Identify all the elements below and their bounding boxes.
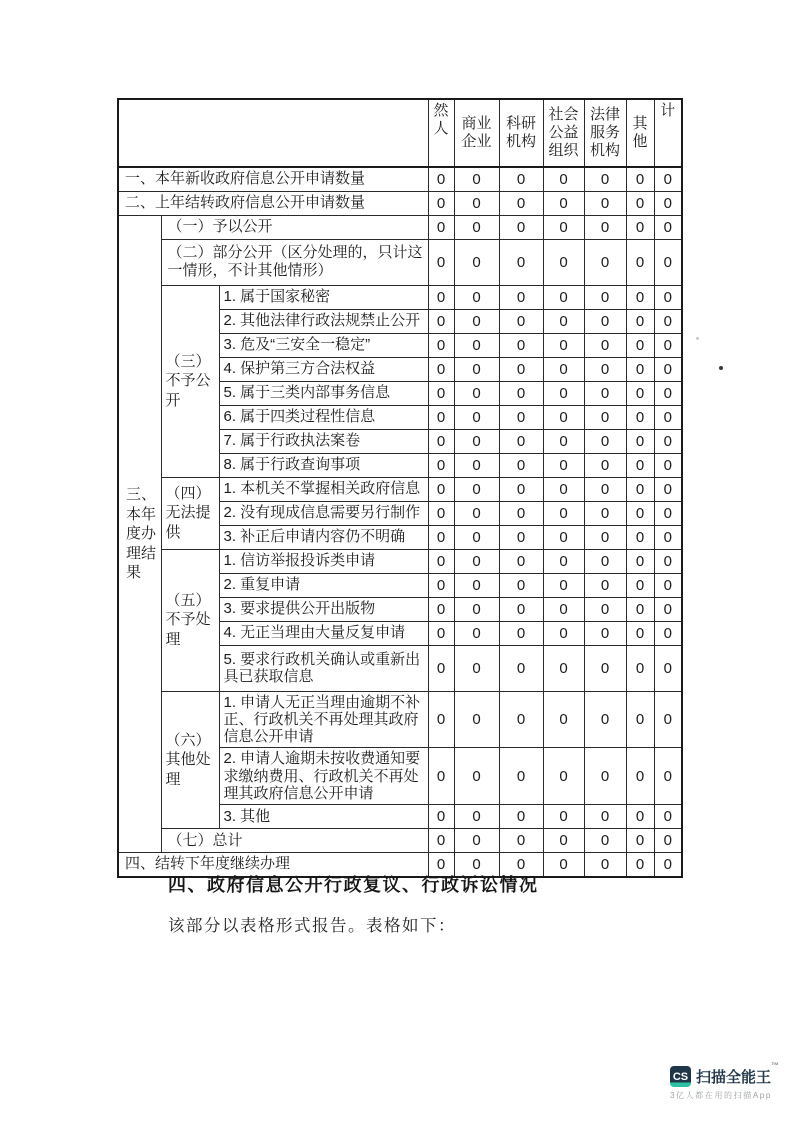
value-cell: 0 bbox=[428, 453, 454, 477]
value-cell: 0 bbox=[654, 405, 682, 429]
value-cell: 0 bbox=[626, 805, 654, 829]
col-header-legal-service: 法律服务机构 bbox=[584, 99, 626, 167]
value-cell: 0 bbox=[499, 405, 543, 429]
value-cell: 0 bbox=[584, 239, 626, 285]
value-cell: 0 bbox=[584, 429, 626, 453]
value-cell: 0 bbox=[626, 285, 654, 309]
value-cell: 0 bbox=[499, 453, 543, 477]
value-cell: 0 bbox=[499, 381, 543, 405]
value-cell: 0 bbox=[626, 405, 654, 429]
value-cell: 0 bbox=[654, 215, 682, 239]
item-label: 3. 其他 bbox=[219, 805, 428, 829]
table-row bbox=[118, 215, 682, 239]
value-cell: 0 bbox=[543, 239, 584, 285]
value-cell: 0 bbox=[428, 191, 454, 215]
value-cell: 0 bbox=[626, 525, 654, 549]
value-cell: 0 bbox=[428, 805, 454, 829]
value-cell: 0 bbox=[654, 333, 682, 357]
row-label: 一、本年新收政府信息公开申请数量 bbox=[118, 167, 428, 191]
value-cell: 0 bbox=[584, 691, 626, 748]
value-cell: 0 bbox=[543, 597, 584, 621]
value-cell: 0 bbox=[543, 748, 584, 805]
value-cell: 0 bbox=[454, 621, 499, 645]
camscanner-logo-text: CS bbox=[672, 1070, 689, 1083]
col-header-total: 计 bbox=[654, 99, 682, 167]
table-row bbox=[118, 191, 682, 215]
value-cell: 0 bbox=[454, 691, 499, 748]
camscanner-logo-icon bbox=[670, 1066, 691, 1087]
item-label: 5. 属于三类内部事务信息 bbox=[219, 381, 428, 405]
value-cell: 0 bbox=[543, 501, 584, 525]
value-cell: 0 bbox=[584, 573, 626, 597]
value-cell: 0 bbox=[584, 309, 626, 333]
value-cell: 0 bbox=[499, 691, 543, 748]
value-cell: 0 bbox=[654, 621, 682, 645]
value-cell: 0 bbox=[654, 829, 682, 853]
value-cell: 0 bbox=[543, 167, 584, 191]
row-label: （七）总计 bbox=[161, 829, 428, 853]
col-header-research: 科研机构 bbox=[499, 99, 543, 167]
value-cell: 0 bbox=[584, 381, 626, 405]
item-label: 2. 申请人逾期未按收费通知要求缴纳费用、行政机关不再处理其政府信息公开申请 bbox=[219, 748, 428, 805]
value-cell: 0 bbox=[499, 477, 543, 501]
item-label: 7. 属于行政执法案卷 bbox=[219, 429, 428, 453]
camscanner-watermark bbox=[670, 1061, 780, 1101]
value-cell: 0 bbox=[543, 381, 584, 405]
value-cell: 0 bbox=[626, 357, 654, 381]
item-label: 4. 无正当理由大量反复申请 bbox=[219, 621, 428, 645]
value-cell: 0 bbox=[454, 549, 499, 573]
value-cell: 0 bbox=[499, 333, 543, 357]
value-cell: 0 bbox=[454, 525, 499, 549]
group-label: （三）不予公开 bbox=[161, 285, 219, 477]
value-cell: 0 bbox=[543, 549, 584, 573]
value-cell: 0 bbox=[584, 215, 626, 239]
value-cell: 0 bbox=[584, 477, 626, 501]
value-cell: 0 bbox=[428, 309, 454, 333]
value-cell: 0 bbox=[454, 501, 499, 525]
group-label: （五）不予处理 bbox=[161, 549, 219, 691]
value-cell: 0 bbox=[499, 573, 543, 597]
group-label: （四）无法提供 bbox=[161, 477, 219, 549]
value-cell: 0 bbox=[454, 167, 499, 191]
table-row bbox=[118, 477, 682, 501]
value-cell: 0 bbox=[654, 549, 682, 573]
value-cell: 0 bbox=[454, 357, 499, 381]
value-cell: 0 bbox=[584, 191, 626, 215]
value-cell: 0 bbox=[584, 453, 626, 477]
value-cell: 0 bbox=[428, 167, 454, 191]
value-cell: 0 bbox=[626, 748, 654, 805]
item-label: 8. 属于行政查询事项 bbox=[219, 453, 428, 477]
item-label: 6. 属于四类过程性信息 bbox=[219, 405, 428, 429]
value-cell: 0 bbox=[454, 405, 499, 429]
value-cell: 0 bbox=[584, 333, 626, 357]
value-cell: 0 bbox=[654, 239, 682, 285]
value-cell: 0 bbox=[543, 853, 584, 877]
value-cell: 0 bbox=[454, 645, 499, 691]
value-cell: 0 bbox=[499, 191, 543, 215]
value-cell: 0 bbox=[626, 215, 654, 239]
value-cell: 0 bbox=[543, 215, 584, 239]
value-cell: 0 bbox=[428, 549, 454, 573]
value-cell: 0 bbox=[584, 645, 626, 691]
value-cell: 0 bbox=[454, 853, 499, 877]
value-cell: 0 bbox=[454, 333, 499, 357]
value-cell: 0 bbox=[454, 597, 499, 621]
value-cell: 0 bbox=[584, 853, 626, 877]
item-label: 2. 没有现成信息需要另行制作 bbox=[219, 501, 428, 525]
value-cell: 0 bbox=[626, 853, 654, 877]
row-label: 二、上年结转政府信息公开申请数量 bbox=[118, 191, 428, 215]
col-header-natural-person: 然人 bbox=[428, 99, 454, 167]
value-cell: 0 bbox=[626, 621, 654, 645]
value-cell: 0 bbox=[626, 429, 654, 453]
item-label: 2. 其他法律行政法规禁止公开 bbox=[219, 309, 428, 333]
value-cell: 0 bbox=[654, 501, 682, 525]
value-cell: 0 bbox=[543, 429, 584, 453]
value-cell: 0 bbox=[654, 357, 682, 381]
value-cell: 0 bbox=[626, 239, 654, 285]
row-label: （一）予以公开 bbox=[161, 215, 428, 239]
value-cell: 0 bbox=[499, 525, 543, 549]
value-cell: 0 bbox=[454, 829, 499, 853]
row-label: （二）部分公开（区分处理的，只计这一情形，不计其他情形） bbox=[161, 239, 428, 285]
value-cell: 0 bbox=[499, 167, 543, 191]
value-cell: 0 bbox=[428, 645, 454, 691]
item-label: 2. 重复申请 bbox=[219, 573, 428, 597]
value-cell: 0 bbox=[654, 477, 682, 501]
value-cell: 0 bbox=[584, 167, 626, 191]
table-header-row bbox=[118, 99, 682, 167]
value-cell: 0 bbox=[454, 477, 499, 501]
col-header-commercial: 商业企业 bbox=[454, 99, 499, 167]
item-label: 4. 保护第三方合法权益 bbox=[219, 357, 428, 381]
value-cell: 0 bbox=[428, 239, 454, 285]
value-cell: 0 bbox=[499, 357, 543, 381]
value-cell: 0 bbox=[654, 853, 682, 877]
report-table bbox=[117, 98, 683, 878]
value-cell: 0 bbox=[499, 805, 543, 829]
value-cell: 0 bbox=[543, 333, 584, 357]
value-cell: 0 bbox=[499, 853, 543, 877]
value-cell: 0 bbox=[454, 573, 499, 597]
value-cell: 0 bbox=[584, 621, 626, 645]
value-cell: 0 bbox=[428, 477, 454, 501]
value-cell: 0 bbox=[654, 597, 682, 621]
value-cell: 0 bbox=[428, 748, 454, 805]
item-label: 3. 危及“三安全一稳定” bbox=[219, 333, 428, 357]
value-cell: 0 bbox=[626, 549, 654, 573]
value-cell: 0 bbox=[543, 645, 584, 691]
value-cell: 0 bbox=[543, 621, 584, 645]
table-row bbox=[118, 285, 682, 309]
group-label: （六）其他处理 bbox=[161, 691, 219, 829]
value-cell: 0 bbox=[654, 645, 682, 691]
value-cell: 0 bbox=[584, 805, 626, 829]
value-cell: 0 bbox=[654, 167, 682, 191]
after-table-text-block bbox=[168, 871, 539, 936]
value-cell: 0 bbox=[428, 381, 454, 405]
table-row bbox=[118, 829, 682, 853]
value-cell: 0 bbox=[499, 285, 543, 309]
value-cell: 0 bbox=[626, 829, 654, 853]
value-cell: 0 bbox=[454, 285, 499, 309]
value-cell: 0 bbox=[454, 429, 499, 453]
value-cell: 0 bbox=[584, 597, 626, 621]
value-cell: 0 bbox=[626, 191, 654, 215]
section-heading: 四、政府信息公开行政复议、行政诉讼情况 bbox=[168, 875, 539, 895]
value-cell: 0 bbox=[584, 549, 626, 573]
item-label: 1. 申请人无正当理由逾期不补正、行政机关不再处理其政府信息公开申请 bbox=[219, 691, 428, 748]
item-label: 1. 本机关不掌握相关政府信息 bbox=[219, 477, 428, 501]
camscanner-brand-text: 扫描全能王 bbox=[696, 1069, 772, 1086]
value-cell: 0 bbox=[654, 429, 682, 453]
value-cell: 0 bbox=[499, 215, 543, 239]
value-cell: 0 bbox=[654, 573, 682, 597]
value-cell: 0 bbox=[584, 285, 626, 309]
value-cell: 0 bbox=[543, 191, 584, 215]
value-cell: 0 bbox=[428, 853, 454, 877]
value-cell: 0 bbox=[454, 748, 499, 805]
value-cell: 0 bbox=[543, 691, 584, 748]
value-cell: 0 bbox=[499, 309, 543, 333]
value-cell: 0 bbox=[626, 477, 654, 501]
value-cell: 0 bbox=[499, 501, 543, 525]
camscanner-caption: 3亿人都在用的扫描App bbox=[670, 1091, 772, 1100]
value-cell: 0 bbox=[428, 525, 454, 549]
value-cell: 0 bbox=[428, 573, 454, 597]
value-cell: 0 bbox=[543, 285, 584, 309]
value-cell: 0 bbox=[543, 525, 584, 549]
value-cell: 0 bbox=[428, 621, 454, 645]
section-label: 三、本年度办理结果 bbox=[118, 215, 161, 853]
value-cell: 0 bbox=[654, 748, 682, 805]
value-cell: 0 bbox=[584, 405, 626, 429]
value-cell: 0 bbox=[626, 573, 654, 597]
value-cell: 0 bbox=[454, 239, 499, 285]
value-cell: 0 bbox=[584, 501, 626, 525]
value-cell: 0 bbox=[654, 309, 682, 333]
value-cell: 0 bbox=[499, 239, 543, 285]
value-cell: 0 bbox=[543, 829, 584, 853]
value-cell: 0 bbox=[499, 748, 543, 805]
value-cell: 0 bbox=[428, 429, 454, 453]
value-cell: 0 bbox=[454, 805, 499, 829]
value-cell: 0 bbox=[584, 748, 626, 805]
item-label: 3. 要求提供公开出版物 bbox=[219, 597, 428, 621]
value-cell: 0 bbox=[499, 597, 543, 621]
value-cell: 0 bbox=[654, 285, 682, 309]
value-cell: 0 bbox=[499, 429, 543, 453]
value-cell: 0 bbox=[499, 645, 543, 691]
value-cell: 0 bbox=[654, 453, 682, 477]
value-cell: 0 bbox=[543, 357, 584, 381]
value-cell: 0 bbox=[626, 309, 654, 333]
value-cell: 0 bbox=[428, 357, 454, 381]
value-cell: 0 bbox=[654, 381, 682, 405]
scan-artifact-dot bbox=[696, 337, 699, 340]
item-label: 1. 属于国家秘密 bbox=[219, 285, 428, 309]
value-cell: 0 bbox=[499, 549, 543, 573]
value-cell: 0 bbox=[626, 167, 654, 191]
value-cell: 0 bbox=[626, 453, 654, 477]
row-label: 四、结转下年度继续办理 bbox=[118, 853, 428, 877]
value-cell: 0 bbox=[584, 525, 626, 549]
value-cell: 0 bbox=[543, 405, 584, 429]
value-cell: 0 bbox=[499, 621, 543, 645]
item-label: 3. 补正后申请内容仍不明确 bbox=[219, 525, 428, 549]
value-cell: 0 bbox=[428, 215, 454, 239]
value-cell: 0 bbox=[626, 597, 654, 621]
value-cell: 0 bbox=[654, 191, 682, 215]
value-cell: 0 bbox=[428, 501, 454, 525]
value-cell: 0 bbox=[626, 691, 654, 748]
value-cell: 0 bbox=[543, 573, 584, 597]
value-cell: 0 bbox=[428, 597, 454, 621]
value-cell: 0 bbox=[428, 405, 454, 429]
value-cell: 0 bbox=[626, 645, 654, 691]
value-cell: 0 bbox=[454, 381, 499, 405]
value-cell: 0 bbox=[428, 691, 454, 748]
table-row bbox=[118, 549, 682, 573]
value-cell: 0 bbox=[454, 453, 499, 477]
camscanner-trademark: ™ bbox=[771, 1061, 780, 1070]
col-header-public-welfare: 社会公益组织 bbox=[543, 99, 584, 167]
value-cell: 0 bbox=[543, 309, 584, 333]
value-cell: 0 bbox=[454, 215, 499, 239]
table-row bbox=[118, 167, 682, 191]
value-cell: 0 bbox=[584, 357, 626, 381]
value-cell: 0 bbox=[543, 477, 584, 501]
value-cell: 0 bbox=[428, 829, 454, 853]
value-cell: 0 bbox=[543, 453, 584, 477]
item-label: 1. 信访举报投诉类申请 bbox=[219, 549, 428, 573]
value-cell: 0 bbox=[584, 829, 626, 853]
value-cell: 0 bbox=[428, 285, 454, 309]
value-cell: 0 bbox=[454, 309, 499, 333]
scan-artifact-dot bbox=[719, 366, 723, 370]
value-cell: 0 bbox=[626, 381, 654, 405]
value-cell: 0 bbox=[454, 191, 499, 215]
value-cell: 0 bbox=[654, 691, 682, 748]
table-row bbox=[118, 239, 682, 285]
col-header-other: 其他 bbox=[626, 99, 654, 167]
value-cell: 0 bbox=[543, 805, 584, 829]
value-cell: 0 bbox=[654, 525, 682, 549]
value-cell: 0 bbox=[654, 805, 682, 829]
value-cell: 0 bbox=[626, 501, 654, 525]
corner-cell bbox=[118, 99, 428, 167]
value-cell: 0 bbox=[626, 333, 654, 357]
item-label: 5. 要求行政机关确认或重新出具已获取信息 bbox=[219, 645, 428, 691]
camscanner-brand bbox=[696, 1061, 780, 1087]
section-body-text: 该部分以表格形式报告。表格如下： bbox=[168, 917, 456, 935]
value-cell: 0 bbox=[428, 333, 454, 357]
table-row bbox=[118, 691, 682, 748]
value-cell: 0 bbox=[499, 829, 543, 853]
